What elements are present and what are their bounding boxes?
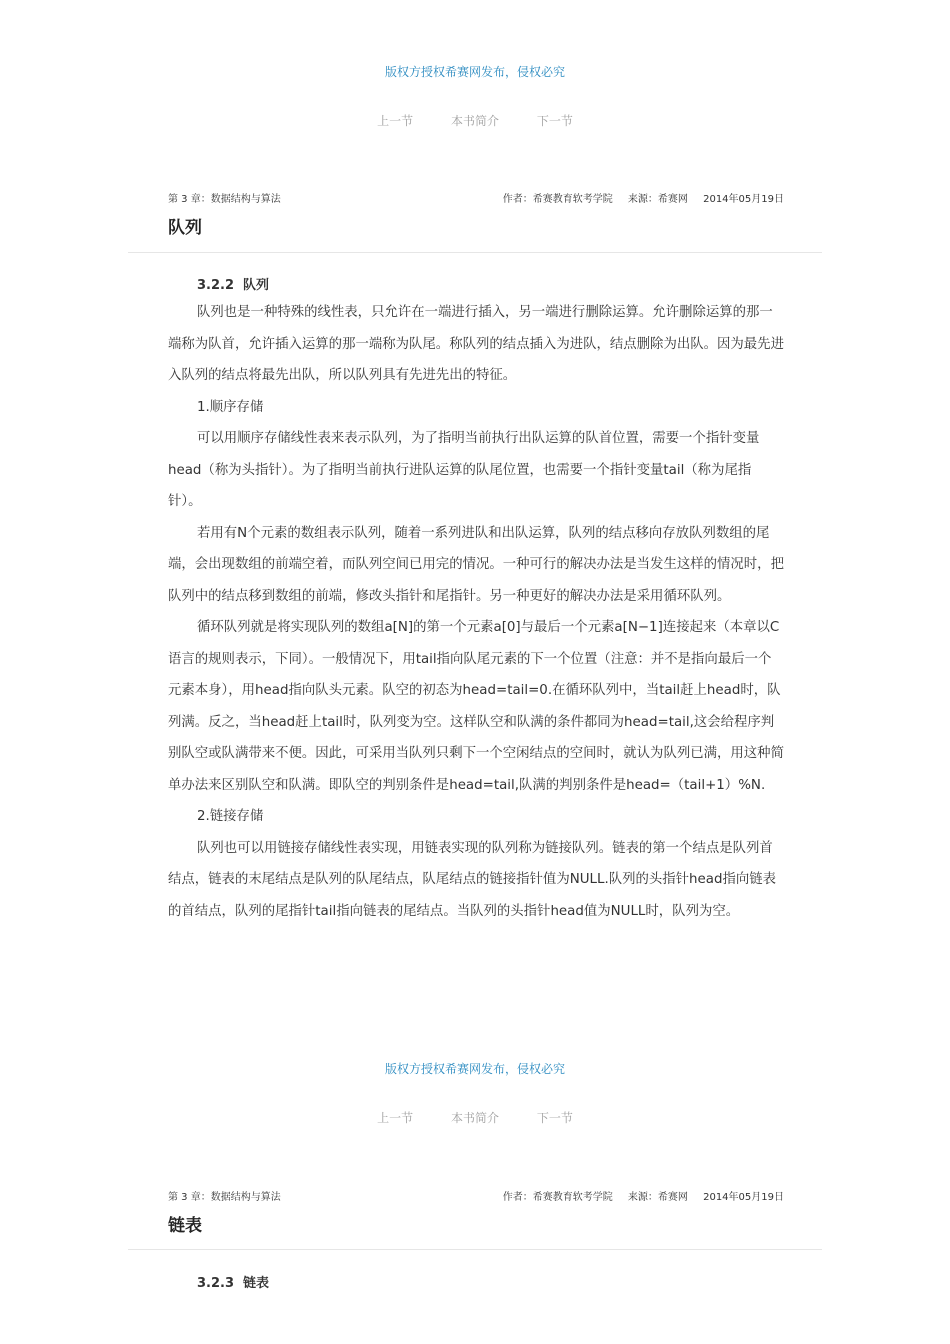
- body-paragraph: 队列也可以用链接存储线性表实现，用链表实现的队列称为链接队列。链表的第一个结点是队列首结点，链表的末尾结点是队列的队尾结点，队尾结点的链接指针值为NULL.队列的头指针head指向链表的首结点，队列的尾指针tail指向链表的尾结点。当队列的头指针head值为NULL时，队列为空。: [168, 840, 777, 919]
- date-label: 2014年05月19日: [703, 1192, 784, 1203]
- title-divider-2: [128, 1249, 822, 1250]
- section-nav: [0, 112, 950, 129]
- prev-section-link[interactable]: 上一节: [377, 1111, 414, 1125]
- book-intro-link[interactable]: 本书简介: [450, 114, 499, 128]
- chapter-label: 第 3 章：数据结构与算法: [168, 194, 281, 205]
- section-heading-2: [197, 1272, 269, 1291]
- next-section-link[interactable]: 下一节: [536, 114, 573, 128]
- section-title: 链表: [243, 1276, 270, 1291]
- subheading-sequential-storage: 1.顺序存储: [197, 399, 264, 415]
- next-section-link[interactable]: 下一节: [536, 1111, 573, 1125]
- copyright-notice-bottom: 版权方授权希赛网发布，侵权必究: [384, 1062, 565, 1076]
- article-body: [168, 297, 784, 927]
- copyright-notice: 版权方授权希赛网发布，侵权必究: [384, 65, 565, 79]
- date-label: 2014年05月19日: [703, 194, 784, 205]
- author-label: 作者：希赛教育软考学院: [502, 1192, 613, 1203]
- section-nav-bottom: [0, 1109, 950, 1126]
- article-meta-2: [491, 1188, 784, 1203]
- section-number: 3.2.2: [197, 278, 235, 293]
- page-title-2: 链表: [168, 1216, 202, 1236]
- body-paragraph: 若用有N个元素的数组表示队列，随着一系列进队和出队运算，队列的结点移向存放队列数组的尾端，会出现数组的前端空着，而队列空间已用完的情况。一种可行的解决办法是当发生这样的情况时，把队列中的结点移到数组的前端，修改头指针和尾指针。另一种更好的解决办法是采用循环队列。: [168, 525, 784, 604]
- source-label: 来源：希赛网: [627, 194, 688, 205]
- article-meta: [491, 190, 784, 205]
- body-paragraph: 队列也是一种特殊的线性表，只允许在一端进行插入，另一端进行删除运算。允许删除运算的那一端称为队首，允许插入运算的那一端称为队尾。称队列的结点插入为进队，结点删除为出队。因为最先进入队列的结点将最先出队，所以队列具有先进先出的特征。: [168, 305, 784, 383]
- body-paragraph: 可以用顺序存储线性表来表示队列，为了指明当前执行出队运算的队首位置，需要一个指针变量head（称为头指针）。为了指明当前执行进队运算的队尾位置，也需要一个指针变量tail（称为尾指针）。: [168, 431, 760, 509]
- page-title: 队列: [168, 218, 202, 238]
- title-divider: [128, 252, 822, 253]
- prev-section-link[interactable]: 上一节: [377, 114, 414, 128]
- book-intro-link[interactable]: 本书简介: [450, 1111, 499, 1125]
- author-label: 作者：希赛教育软考学院: [502, 194, 613, 205]
- section-number: 3.2.3: [197, 1276, 235, 1291]
- subheading-linked-storage: 2.链接存储: [197, 809, 264, 824]
- section-title: 队列: [243, 278, 270, 293]
- section-heading: [197, 274, 269, 293]
- body-paragraph: 循环队列就是将实现队列的数组a[N]的第一个元素a[0]与最后一个元素a[N−1]连接起来（本章以C语言的规则表示，下同）。一般情况下，用tail指向队尾元素的下一个位置（注意：并不是指向最后一个元素本身），用head指向队头元素。队空的初态为head=tail=0.在循环队列中，当tail赶上head时，队列满。反之，当head赶上tail时，队列变为空。这样队空和队满的条件都同为head=tail,这会给程序判别队空或队满带来不便。因此，可采用当队列只剩下一个空闲结点的空间时，就认为队列已满，用这种简单办法来区别队空和队满。即队空的判别条件是head=tail,队满的判别条件是head=（tail+1）%N.: [168, 620, 784, 793]
- source-label: 来源：希赛网: [627, 1192, 688, 1203]
- chapter-label-2: 第 3 章：数据结构与算法: [168, 1192, 281, 1203]
